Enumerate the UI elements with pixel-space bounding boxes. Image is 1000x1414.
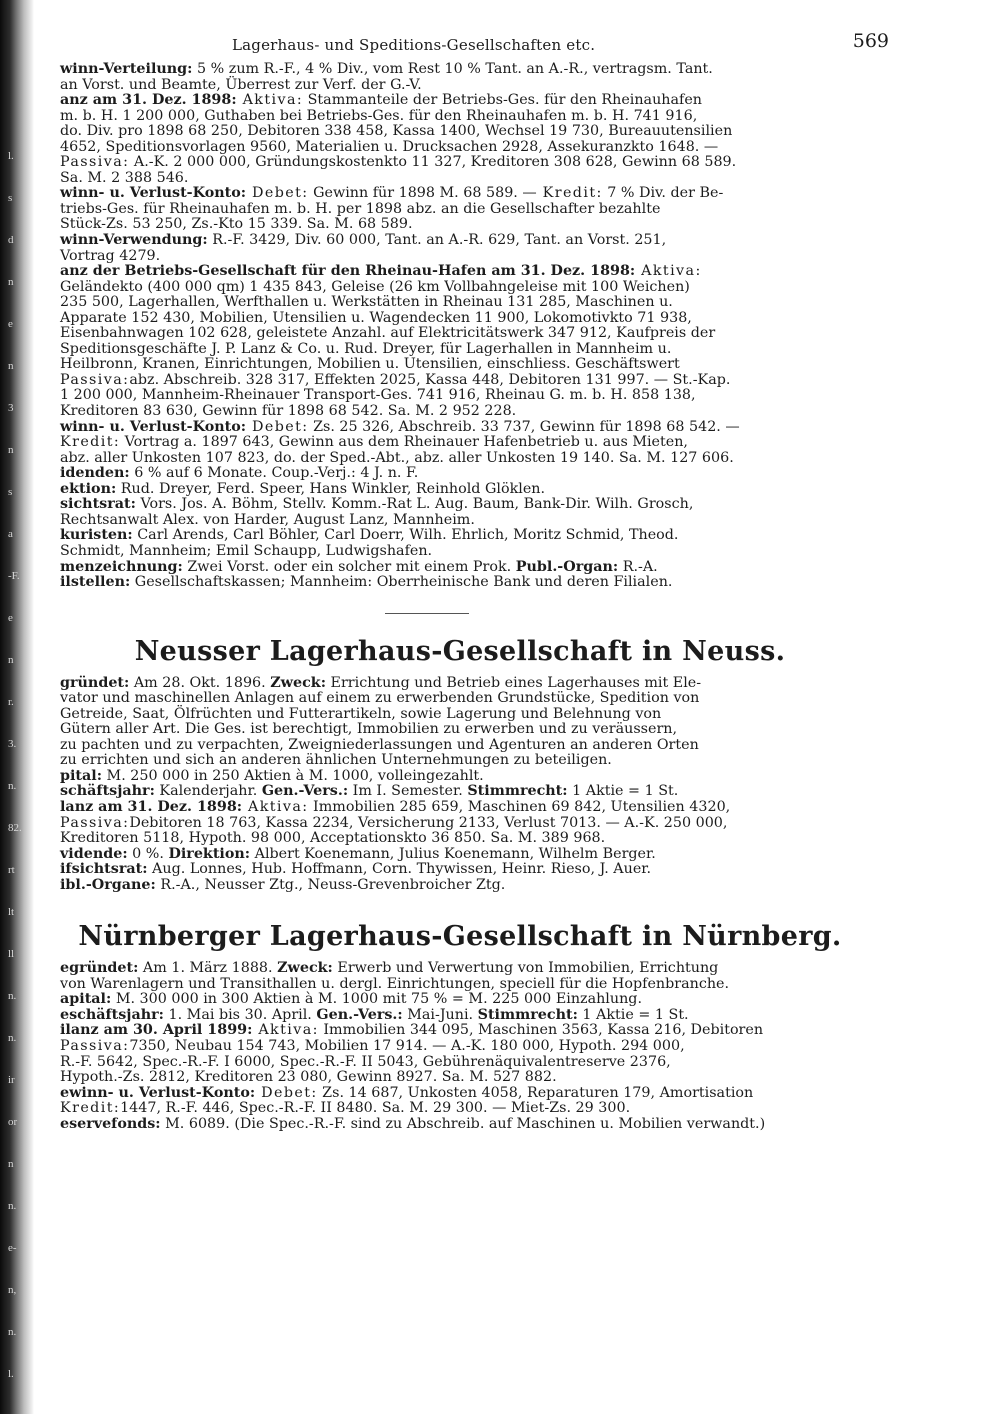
text-line bbox=[60, 991, 860, 1008]
entry-label: anz der Betriebs-Gesellschaft für den Rheinau-Hafen am 31. Dez. 1898: bbox=[60, 263, 636, 280]
text-line bbox=[60, 542, 860, 560]
text-line bbox=[60, 107, 860, 125]
gutter-mark: n bbox=[8, 444, 14, 456]
entry-label: winn-Verwendung: bbox=[60, 232, 208, 249]
entry-text: Hypoth.-Zs. 2812, Kreditoren 23 080, Gewinn 8927. Sa. M. 527 882. bbox=[60, 1069, 557, 1086]
entry-text: Rechtsanwalt Alex. von Harder, August Lanz, Mannheim. bbox=[60, 511, 475, 528]
entry-paragraph bbox=[60, 1023, 860, 1085]
text-line bbox=[60, 200, 860, 218]
entry-text: Immobilien 344 095, Maschinen 3563, Kassa 216, Debitoren bbox=[318, 1022, 764, 1039]
entry-text: M. 250 000 in 250 Aktien à M. 1000, volleingezahlt. bbox=[102, 767, 484, 784]
gutter-mark: s bbox=[8, 486, 13, 498]
gutter-mark: s bbox=[8, 192, 13, 204]
text-line bbox=[60, 736, 860, 754]
text-line bbox=[60, 814, 860, 832]
gutter-mark: a bbox=[8, 528, 13, 540]
entry-paragraph bbox=[60, 62, 860, 93]
entry-text: Vortrag a. 1897 643, Gewinn aus dem Rheinauer Hafenbetrieb u. aus Mieten, bbox=[120, 434, 688, 451]
entry-paragraph bbox=[60, 800, 860, 847]
entry-text: Albert Koenemann, Julius Koenemann, Wilhelm Berger. bbox=[250, 845, 656, 862]
text-line bbox=[60, 216, 860, 233]
text-line bbox=[60, 861, 860, 878]
text-line bbox=[60, 876, 860, 894]
gutter-mark: -F. bbox=[8, 570, 20, 582]
company-title-neuss: Neusser Lagerhaus-Gesellschaft in Neuss. bbox=[134, 635, 786, 667]
entry-label: Stimmrecht: bbox=[467, 783, 568, 800]
entry-text: R.-F. 3429, Div. 60 000, Tant. an A.-R. 629, Tant. an Vorst. 251, bbox=[207, 232, 667, 249]
entry-text: R.-A. bbox=[618, 558, 658, 575]
gutter-mark: l. bbox=[8, 150, 14, 162]
entry-text: Mai-Juni. bbox=[402, 1006, 478, 1023]
entry-text: Gewinn für 1898 M. 68 589. — bbox=[308, 185, 537, 202]
text-line bbox=[60, 798, 860, 816]
entry-label: ektion: bbox=[60, 480, 117, 497]
text-line bbox=[60, 232, 860, 249]
entry-text: 6 % auf 6 Monate. Coup.-Verj.: 4 J. n. F. bbox=[129, 465, 419, 482]
section-neuss bbox=[60, 676, 860, 894]
entry-text: 7 % Div. der Be- bbox=[602, 185, 724, 202]
entry-label: eschäftsjahr: bbox=[60, 1006, 164, 1023]
spaced-heading: Aktiva: bbox=[635, 263, 702, 280]
text-line bbox=[60, 138, 860, 156]
entry-label: pital: bbox=[60, 767, 103, 784]
entry-label: ilstellen: bbox=[60, 574, 131, 591]
text-line bbox=[60, 403, 860, 420]
entry-paragraph bbox=[60, 784, 860, 800]
entry-text: zu pachten und zu verpachten, Zweigniederlassungen und Agenturen an anderen Orten bbox=[60, 736, 699, 753]
text-line bbox=[60, 1084, 860, 1102]
entry-text: Apparate 152 430, Mobilien, Utensilien u. Wagendecken 11 900, Lokomotivkto 71 938, bbox=[60, 309, 692, 326]
spaced-heading: Debet: bbox=[246, 185, 309, 202]
entry-paragraph bbox=[60, 878, 860, 894]
entry-text: an Vorst. und Beamte, Überrest zur Verf. der G.-V. bbox=[60, 76, 422, 93]
entry-text: Kreditoren 5118, Hypoth. 98 000, Acceptationskto 36 850. Sa. M. 389 968. bbox=[60, 830, 606, 847]
entry-text: abz. aller Unkosten 107 823, do. der Sped.-Abt., abz. aller Unkosten 19 140. Sa. M. 127 606. bbox=[60, 449, 734, 466]
text-line bbox=[60, 169, 860, 187]
entry-label: Stimmrecht: bbox=[477, 1006, 578, 1023]
text-line bbox=[60, 356, 860, 373]
text-line bbox=[60, 1100, 860, 1117]
entry-text: Stammanteile der Betriebs-Ges. für den Rheinauhafen bbox=[303, 92, 702, 109]
entry-text: Aug. Lonnes, Hub. Hoffmann, Corn. Thywissen, Heinr. Rieso, J. Auer. bbox=[147, 861, 652, 878]
text-line bbox=[60, 278, 860, 296]
gutter-mark: n. bbox=[8, 1326, 17, 1338]
entry-text: 5 % zum R.-F., 4 % Div., vom Rest 10 % Tant. an A.-R., vertragsm. Tant. bbox=[192, 61, 713, 77]
entry-text: triebs-Ges. für Rheinauhafen m. b. H. per 1898 abz. an die Gesellschafter bezahlte bbox=[60, 200, 661, 217]
entry-text: Vortrag 4279. bbox=[60, 247, 161, 264]
entry-paragraph bbox=[60, 497, 860, 528]
entry-paragraph bbox=[60, 992, 860, 1008]
gutter-mark: 82. bbox=[8, 822, 22, 834]
entry-text: vator und maschinellen Anlagen auf einem zu erwerbenden Grundstücke, Spedition von bbox=[60, 690, 700, 707]
text-line bbox=[60, 705, 860, 723]
spaced-heading: Debet: bbox=[255, 1084, 318, 1101]
entry-text: do. Div. pro 1898 68 250, Debitoren 338 458, Kassa 1400, Wechsel 19 730, Bureauutensilien bbox=[60, 123, 733, 140]
gutter-mark: e bbox=[8, 318, 13, 330]
entry-label: apital: bbox=[60, 991, 112, 1008]
entry-paragraph bbox=[60, 575, 860, 591]
entry-text: Getreide, Saat, Ölfrüchten und Futterartikeln, sowie Lagerung und Belehnung von bbox=[60, 705, 662, 722]
entry-label: winn-Verteilung: bbox=[60, 61, 193, 77]
entry-text: Heilbronn, Kranen, Einrichtungen, Mobilien u. Utensilien, einschliess. Geschäftswert bbox=[60, 356, 680, 373]
text-line bbox=[60, 154, 860, 171]
text-line bbox=[60, 480, 860, 498]
entry-text: Zwei Vorst. oder ein solcher mit einem Prok. bbox=[182, 558, 516, 575]
entry-label: sichtsrat: bbox=[60, 496, 136, 513]
entry-text: Sa. M. 2 388 546. bbox=[60, 169, 189, 186]
entry-text: Gesellschaftskassen; Mannheim: Oberrheinische Bank und deren Filialen. bbox=[130, 574, 673, 591]
text-line bbox=[60, 371, 860, 389]
entry-paragraph bbox=[60, 1086, 860, 1117]
entry-text: Zs. 25 326, Abschreib. 33 737, Gewinn für 1898 68 542. — bbox=[308, 418, 740, 435]
entry-paragraph bbox=[60, 847, 860, 863]
entry-text: Debitoren 18 763, Kassa 2234, Versicherung 2133, Verlust 7013. — bbox=[129, 814, 620, 831]
gutter-mark: r. bbox=[8, 696, 14, 708]
entry-text: Geländekto (400 000 qm) 1 435 843, Geleise (26 km Vollbahngeleise mit 100 Weichen) bbox=[60, 278, 690, 295]
page-number: 569 bbox=[852, 30, 889, 52]
spaced-heading: Passiva: bbox=[60, 814, 130, 831]
entry-paragraph bbox=[60, 466, 860, 482]
section-rheinau bbox=[60, 62, 860, 591]
text-line bbox=[60, 830, 860, 847]
entry-label: Zweck: bbox=[277, 960, 333, 977]
entry-text: 1 200 000, Mannheim-Rheinauer Transport-Ges. 741 916, Rheinau G. m. b. H. 858 138, bbox=[60, 387, 696, 404]
text-line bbox=[60, 76, 860, 94]
text-line bbox=[60, 387, 860, 404]
entry-paragraph bbox=[60, 420, 860, 467]
text-line bbox=[60, 721, 860, 738]
spaced-heading: Aktiva: bbox=[242, 798, 309, 815]
text-line bbox=[60, 434, 860, 451]
text-line bbox=[60, 690, 860, 707]
company-title-nuernberg: Nürnberger Lagerhaus-Gesellschaft in Nürnberg. bbox=[78, 921, 842, 953]
entry-label: lanz am 31. Dez. 1898: bbox=[60, 798, 243, 815]
gutter-mark: e- bbox=[8, 1242, 17, 1254]
entry-text: abz. Abschreib. 328 317, Effekten 2025, Kassa 448, Debitoren 131 997. — bbox=[129, 371, 669, 388]
entry-label: winn- u. Verlust-Konto: bbox=[60, 418, 247, 435]
entry-text: m. b. H. 1 200 000, Guthaben bei Betriebs-Ges. für den Rheinauhafen m. b. H. 741 916, bbox=[60, 107, 698, 124]
entry-text: 1 Aktie = 1 St. bbox=[567, 783, 679, 800]
scan-binding-shadow bbox=[0, 0, 34, 1414]
entry-label: anz am 31. Dez. 1898: bbox=[60, 92, 237, 109]
document-page bbox=[60, 30, 889, 1132]
entry-text: von Warenlagern und Transithallen u. dergl. Einrichtungen, speciell für die Hopfenbranche. bbox=[60, 975, 730, 992]
entry-text: Gütern aller Art. Die Ges. ist berechtigt, Immobilien zu erwerben und zu veräussern, bbox=[60, 721, 678, 738]
text-line bbox=[60, 247, 860, 265]
entry-text: Im I. Semester. bbox=[348, 783, 468, 800]
entry-text: 1447, R.-F. 446, Spec.-R.-F. II 8480. Sa. M. 29 300. — bbox=[120, 1100, 507, 1117]
spaced-heading: Aktiva: bbox=[236, 92, 304, 109]
gutter-mark: n. bbox=[8, 1032, 17, 1044]
text-line bbox=[60, 61, 860, 78]
entry-paragraph bbox=[60, 862, 860, 878]
text-line bbox=[60, 674, 860, 692]
text-line bbox=[60, 496, 860, 513]
text-line bbox=[60, 340, 860, 358]
entry-paragraph bbox=[60, 769, 860, 785]
entry-text: Am 1. März 1888. bbox=[138, 960, 278, 977]
text-line bbox=[60, 845, 860, 863]
entry-text: Errichtung und Betrieb eines Lagerhauses mit Ele- bbox=[325, 674, 702, 691]
text-line bbox=[60, 263, 860, 280]
gutter-mark: n bbox=[8, 360, 14, 372]
gutter-mark: n bbox=[8, 276, 14, 288]
section-divider bbox=[385, 613, 469, 614]
entry-text: A.-K. 2 000 000, Gründungskostenkto 11 327, Kreditoren 308 628, Gewinn 68 589. bbox=[129, 154, 737, 171]
entry-label: ilanz am 30. April 1899: bbox=[60, 1022, 253, 1039]
entry-text: zu errichten und sich an anderen ähnlichen Unternehmungen zu beteiligen. bbox=[60, 752, 612, 769]
entry-text: Miet-Zs. 29 300. bbox=[506, 1100, 631, 1117]
text-line bbox=[60, 975, 860, 993]
gutter-mark: rt bbox=[8, 864, 15, 876]
entry-label: Publ.-Organ: bbox=[515, 558, 619, 575]
text-line bbox=[60, 449, 860, 467]
entry-text: 7350, Neubau 154 743, Mobilien 17 914. — bbox=[129, 1037, 447, 1054]
gutter-mark: d bbox=[8, 234, 14, 246]
entry-label: Gen.-Vers.: bbox=[261, 783, 349, 800]
entry-text: A.-K. 180 000, Hypoth. 294 000, bbox=[446, 1037, 685, 1054]
gutter-mark: n. bbox=[8, 990, 17, 1002]
text-line bbox=[60, 1022, 860, 1039]
gutter-mark: or bbox=[8, 1116, 18, 1128]
text-line bbox=[60, 185, 860, 202]
section-nuernberg bbox=[60, 961, 860, 1132]
entry-text: Eisenbahnwagen 102 628, geleistete Anzahl. auf Elektricitätswerk 347 912, Kaufpreis der bbox=[60, 325, 716, 342]
spaced-heading: Passiva: bbox=[60, 1037, 130, 1054]
entry-paragraph bbox=[60, 93, 860, 186]
gutter-mark: l. bbox=[8, 1368, 14, 1380]
entry-label: ibl.-Organe: bbox=[60, 876, 156, 893]
entry-label: schäftsjahr: bbox=[60, 783, 155, 800]
text-line bbox=[60, 1069, 860, 1086]
spaced-heading: Passiva: bbox=[60, 371, 130, 388]
entry-label: kuristen: bbox=[60, 527, 133, 544]
entry-text: 1. Mai bis 30. April. bbox=[163, 1006, 317, 1023]
gutter-mark: ir bbox=[8, 1074, 15, 1086]
entry-label: Zweck: bbox=[270, 674, 326, 691]
entry-paragraph bbox=[60, 264, 860, 419]
entry-text: A.-K. 250 000, bbox=[619, 814, 728, 831]
text-line bbox=[60, 92, 860, 109]
text-line bbox=[60, 325, 860, 342]
entry-paragraph bbox=[60, 233, 860, 264]
text-line bbox=[60, 465, 860, 482]
entry-text: Rud. Dreyer, Ferd. Speer, Hans Winkler, Reinhold Glöklen. bbox=[116, 480, 546, 497]
text-line bbox=[60, 752, 860, 769]
running-head bbox=[60, 30, 889, 54]
entry-label: idenden: bbox=[60, 465, 130, 482]
entry-text: 1 Aktie = 1 St. bbox=[577, 1006, 689, 1023]
entry-text: Am 28. Okt. 1896. bbox=[129, 674, 271, 691]
entry-text: R.-F. 5642, Spec.-R.-F. I 6000, Spec.-R.-F. II 5043, Gebührenäquivalentreserve 2376, bbox=[60, 1053, 671, 1070]
entry-label: ewinn- u. Verlust-Konto: bbox=[60, 1084, 256, 1101]
text-line bbox=[60, 574, 860, 591]
gutter-mark: n. bbox=[8, 780, 17, 792]
entry-text: Zs. 14 687, Unkosten 4058, Reparaturen 179, Amortisation bbox=[317, 1084, 754, 1101]
entry-text: Kreditoren 83 630, Gewinn für 1898 68 542. Sa. M. 2 952 228. bbox=[60, 403, 517, 420]
entry-text: 235 500, Lagerhallen, Werfthallen u. Werkstätten in Rheinau 131 285, Maschinen u. bbox=[60, 294, 673, 311]
entry-label: vidende: bbox=[60, 845, 128, 862]
gutter-mark: n bbox=[8, 654, 14, 666]
entry-text: 4652, Speditionsvorlagen 9560, Materialien u. Drucksachen 2928, Assekuranzkto 1648. — bbox=[60, 138, 719, 155]
entry-text: St.-Kap. bbox=[668, 371, 731, 388]
entry-text: Carl Arends, Carl Böhler, Carl Doerr, Wilh. Ehrlich, Moritz Schmid, Theod. bbox=[132, 527, 679, 544]
text-line bbox=[60, 558, 860, 576]
gutter-mark: 3 bbox=[8, 402, 14, 414]
entry-paragraph bbox=[60, 1008, 860, 1024]
spaced-heading: Kredit: bbox=[60, 1100, 121, 1117]
entry-text: 0 %. bbox=[127, 845, 169, 862]
entry-text: Immobilien 285 659, Maschinen 69 842, Utensilien 4320, bbox=[308, 798, 731, 815]
text-line bbox=[60, 309, 860, 327]
gutter-mark: ll bbox=[8, 948, 15, 960]
entry-label: ifsichtsrat: bbox=[60, 861, 148, 878]
spaced-heading: Kredit: bbox=[60, 434, 121, 451]
spaced-heading: Passiva: bbox=[60, 154, 130, 171]
text-line bbox=[60, 511, 860, 529]
entry-text: Stück-Zs. 53 250, Zs.-Kto 15 339. Sa. M. 68 589. bbox=[60, 216, 413, 233]
entry-text: Kalenderjahr. bbox=[154, 783, 262, 800]
entry-label: winn- u. Verlust-Konto: bbox=[60, 185, 247, 202]
entry-label: Gen.-Vers.: bbox=[316, 1006, 403, 1023]
text-line bbox=[60, 294, 860, 311]
text-line bbox=[60, 1037, 860, 1055]
text-line bbox=[60, 1115, 860, 1133]
entry-paragraph bbox=[60, 560, 860, 576]
entry-label: gründet: bbox=[60, 674, 130, 691]
text-line bbox=[60, 783, 860, 800]
entry-paragraph bbox=[60, 961, 860, 992]
gutter-mark: e bbox=[8, 612, 13, 624]
entry-text: Speditionsgeschäfte J. P. Lanz & Co. u. Rud. Dreyer, für Lagerhallen in Mannheim u. bbox=[60, 340, 672, 357]
gutter-mark: n bbox=[8, 1158, 14, 1170]
spaced-heading: Kredit: bbox=[536, 185, 603, 202]
entry-paragraph bbox=[60, 186, 860, 233]
text-line bbox=[60, 1006, 860, 1024]
entry-text: M. 6089. (Die Spec.-R.-F. sind zu Abschreib. auf Maschinen u. Mobilien verwandt.) bbox=[160, 1115, 766, 1132]
entry-text: Erwerb und Verwertung von Immobilien, Errichtung bbox=[332, 960, 719, 977]
entry-paragraph bbox=[60, 1117, 860, 1133]
gutter-mark: lt bbox=[8, 906, 15, 918]
entry-paragraph bbox=[60, 482, 860, 498]
entry-label: menzeichnung: bbox=[60, 558, 183, 575]
text-line bbox=[60, 767, 860, 785]
text-line bbox=[60, 418, 860, 436]
entry-text: Vors. Jos. A. Böhm, Stellv. Komm.-Rat L. Aug. Baum, Bank-Dir. Wilh. Grosch, bbox=[135, 496, 694, 513]
text-line bbox=[60, 123, 860, 140]
entry-label: egründet: bbox=[60, 960, 139, 977]
gutter-mark: n. bbox=[8, 1200, 17, 1212]
text-line bbox=[60, 527, 860, 544]
entry-text: Schmidt, Mannheim; Emil Schaupp, Ludwigshafen. bbox=[60, 542, 433, 559]
entry-label: eservefonds: bbox=[60, 1115, 161, 1132]
text-line bbox=[60, 1053, 860, 1071]
running-title: Lagerhaus- und Speditions-Gesellschaften etc. bbox=[232, 36, 596, 54]
entry-label: Direktion: bbox=[168, 845, 251, 862]
entry-paragraph bbox=[60, 528, 860, 559]
entry-paragraph bbox=[60, 676, 860, 769]
spaced-heading: Debet: bbox=[246, 418, 309, 435]
entry-text: R.-A., Neusser Ztg., Neuss-Grevenbroicher Ztg. bbox=[155, 876, 506, 893]
gutter-mark: n, bbox=[8, 1284, 17, 1296]
spaced-heading: Aktiva: bbox=[252, 1022, 319, 1039]
gutter-mark: 3. bbox=[8, 738, 17, 750]
entry-text: M. 300 000 in 300 Aktien à M. 1000 mit 75 % = M. 225 000 Einzahlung. bbox=[111, 991, 642, 1008]
text-line bbox=[60, 960, 860, 977]
